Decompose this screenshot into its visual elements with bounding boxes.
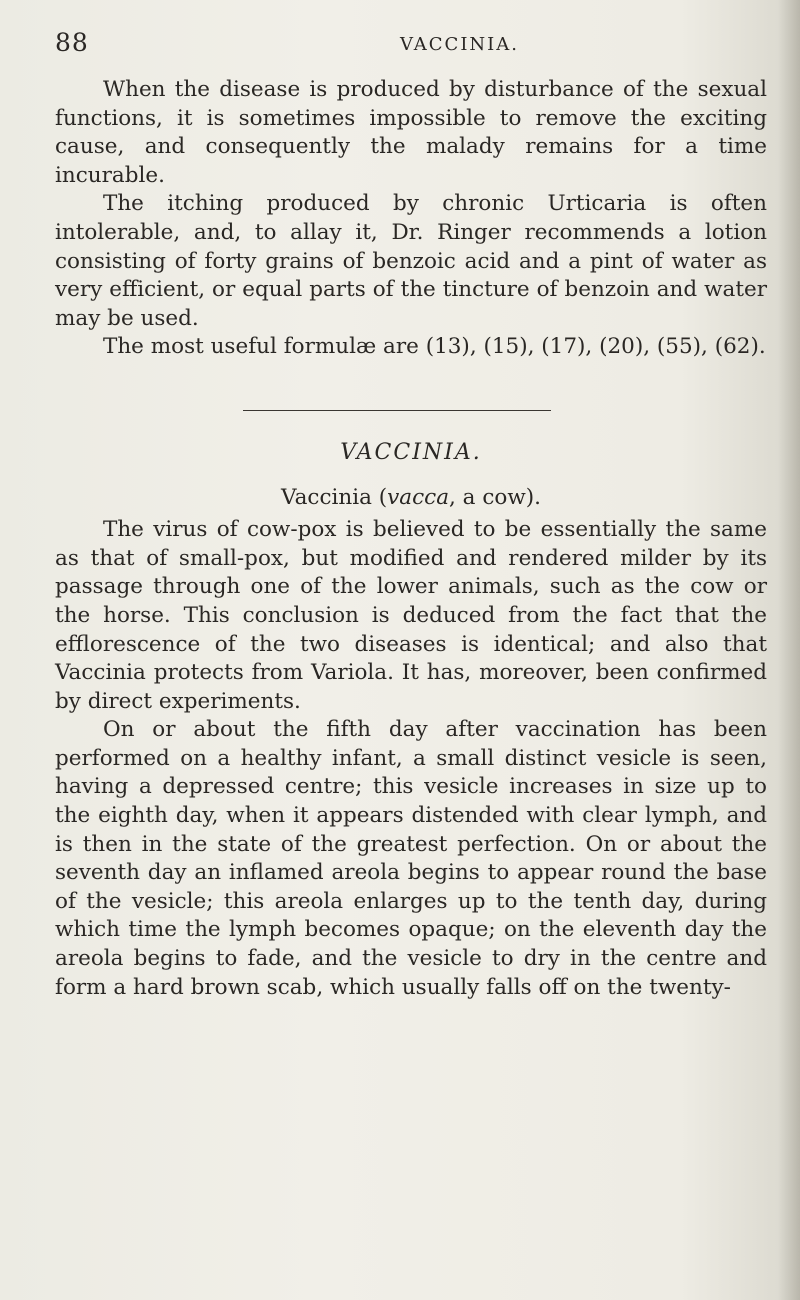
paragraph: The most useful formulæ are (13), (15), (17), (20), (55), (62). — [103, 334, 766, 360]
subtitle-suffix: , a cow). — [449, 484, 541, 510]
section-title: VACCINIA. — [340, 439, 482, 465]
body-text — [55, 76, 767, 1002]
section-subtitle — [55, 484, 767, 513]
section-divider — [243, 410, 551, 411]
subtitle-etymology: vacca — [387, 484, 450, 510]
paragraph: The virus of cow-pox is believed to be essentially the same as that of small-pox, but modified and rendered milder by its passage through one of the lower animals, such as the cow or the horse. This conclusion is deduced from the fact that the efflorescence of the two diseases is identical; and also that Vaccinia protects from Variola. It has, moreover, been confirmed by direct experiments. — [55, 517, 767, 714]
page-header — [55, 28, 765, 58]
paragraph: The itching produced by chronic Urticaria is often intolerable, and, to allay it, Dr. Ringer recommends a lotion consisting of forty grains of benzoic acid and a pint of water as very efficient, or equal parts of the tincture of benzoin and water may be used. — [55, 191, 767, 331]
running-head: VACCINIA. — [400, 34, 520, 55]
page-edge-shadow — [778, 0, 800, 1300]
paragraph: On or about the fifth day after vaccination has been performed on a healthy infant, a small distinct vesicle is seen, having a depressed centre; this vesicle increases in size up to the eighth day, when it appears distended with clear lymph, and is then in the state of the greatest perfection. On or about the seventh day an inflamed areola begins to appear round the base of the vesicle; this areola enlarges up to the tenth day, during which time the lymph becomes opaque; on the eleventh day the areola begins to fade, and the vesicle to dry in the centre and form a hard brown scab, which usually falls off on the twenty- — [55, 717, 767, 1000]
paragraph: When the disease is produced by disturbance of the sexual functions, it is sometimes impossible to remove the exciting cause, and consequently the malady remains for a time incurable. — [55, 77, 767, 188]
page-number: 88 — [55, 28, 89, 57]
subtitle-prefix: Vaccinia ( — [281, 484, 388, 510]
